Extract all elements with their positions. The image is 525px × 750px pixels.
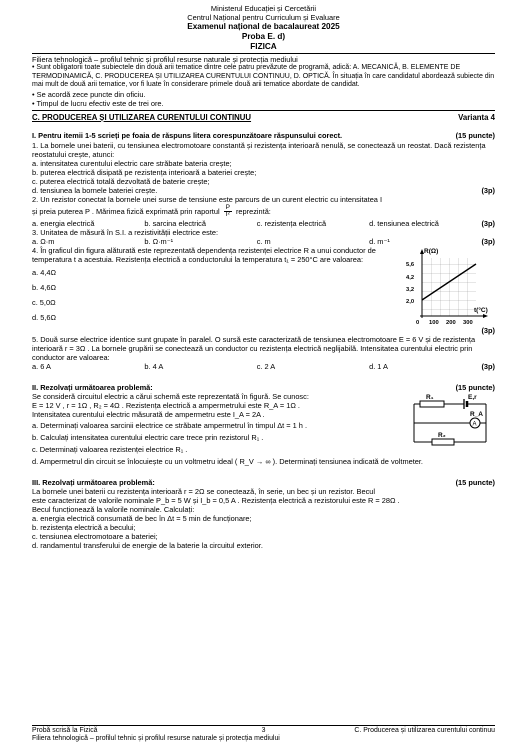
part2-intro-1: Se consideră circuitul electric a cărui schemă este reprezentată în figură. Se cunosc: [32, 391, 309, 401]
q2-frac-num: P [225, 203, 230, 211]
q1-points: (3p) [481, 186, 495, 196]
circuit-diagram [410, 392, 490, 450]
q4-option-d: d. 5,6Ω [32, 312, 57, 322]
footer-right: C. Producerea și utilizarea curentului continuu [354, 727, 495, 734]
graph-ytick-1: 5,6 [406, 261, 415, 268]
instruction-bullet-2: • Se acordă zece puncte din oficiu. [32, 90, 495, 99]
exam-subject: FIZICA [250, 42, 277, 52]
q3-option-c: c. m [256, 236, 271, 246]
q4-text: 4. În graficul din figura alăturată este reprezentată dependența rezistenței electrice R a unui conductor de temperatura t a acestuia. Rezistența electrică a conductorului la temperatura t₁ = 250°C are valoarea: [32, 245, 376, 264]
q3-option-d: d. m⁻¹ [369, 236, 390, 246]
graph-grid [422, 258, 476, 316]
part2-heading: II. Rezolvați următoarea problemă: [32, 382, 153, 392]
part3-item-a: a. energia electrică consumată de bec în Δt = 5 min de funcționare; [32, 514, 252, 524]
q1-option-a: a. intensitatea curentului electric care străbate bateria crește; [32, 159, 232, 169]
graph-x-label: t(°C) [474, 306, 488, 314]
r2-resistor [432, 439, 454, 445]
q5-text: 5. Două surse electrice identice sunt grupate în paralel. O sursă este caracterizată de tensiunea electromotoare E = 6 V și de rezistența interioară r = 3Ω . La bornele grupării se conectează un conductor cu rezistența electrică neglijabilă. Intensitatea curentului electric prin conductor are valoarea: [32, 334, 476, 362]
part3-heading: III. Rezolvați următoarea problemă: [32, 478, 155, 487]
ammeter-letter: A [472, 421, 477, 428]
part3-intro-1: La bornele unei baterii cu rezistența interioară r = 2Ω se conectează, în serie, un bec și un rezistor. Becul [32, 487, 376, 497]
part3-item-b: b. rezistența electrică a becului; [32, 523, 136, 533]
footer-left: Probă scrisă la Fizică [32, 727, 98, 734]
page-footer [32, 724, 495, 744]
q3-option-a: a. Ω·m [32, 236, 55, 246]
footer-filiera: Filiera tehnologică – profilul tehnic și profilul resurse naturale și protecția mediului [32, 735, 280, 743]
graph-ytick-3: 3,2 [406, 286, 415, 293]
instruction-bullet-1: • Sunt obligatorii toate subiectele din două arii tematice dintre cele patru prevăzute de programă, adică: A. MECANICĂ, B. ELEMENTE DE TERMODINAMICĂ, C. PRODUCEREA ȘI UTILIZAREA CURENTULUI CONTINUU, D. OPTICĂ. În situația în care candidatul abordează subiecte din mai mult de două arii tematice, vor fi luate în considerare primele două arii tematice abordate de candidat. [32, 64, 495, 90]
q5-option-a: a. 6 A [32, 361, 51, 371]
q2-option-c: c. rezistența electrică [256, 218, 327, 228]
part2-item-d: d. Ampermetrul din circuit se înlocuiește cu un voltmetru ideal ( R_V → ∞ ). Determinați tensiunea indicată de voltmeter. [32, 456, 423, 466]
part2-points: (15 puncte) [455, 382, 495, 392]
graph-ytick-2: 4,2 [406, 274, 415, 281]
filiera-line: Filiera tehnologică – profilul tehnic și profilul resurse naturale și protecția mediului [32, 55, 298, 65]
ministry-name: Ministerul Educației și Cercetării [210, 4, 317, 13]
circuit-label-r1: R₁ [426, 393, 434, 401]
graph-xtick-2: 200 [446, 319, 456, 326]
q2-frac-den: I² [225, 211, 230, 218]
part2-item-c: c. Determinați valoarea rezistenței electrice R₁ . [32, 444, 188, 454]
q2-option-b: b. sarcina electrică [144, 218, 206, 228]
q4-option-b: b. 4,6Ω [32, 282, 57, 292]
q3-text: 3. Unitatea de măsură în S.I. a rezistivității electrice este: [32, 227, 219, 237]
part2-item-b: b. Calculați intensitatea curentului electric care trece prin rezistorul R₁ . [32, 432, 264, 442]
part2-item-a: a. Determinați valoarea sarcinii electrice ce străbate ampermetrul în timpul Δt = 1 h . [32, 420, 308, 430]
q4-option-a: a. 4,4Ω [32, 267, 57, 277]
exam-page [32, 4, 495, 550]
part3-intro-3: Becul funcționează la valorile nominale. Calculați: [32, 505, 195, 515]
graph-xtick-0: 0 [416, 319, 420, 326]
q2-option-d: d. tensiunea electrică [369, 218, 439, 228]
instruction-bullet-3: • Timpul de lucru efectiv este de trei ore. [32, 99, 495, 108]
section-title: C. PRODUCEREA ȘI UTILIZAREA CURENTULUI CONTINUU [32, 112, 252, 122]
circuit-label-r2: R₂ [438, 431, 446, 439]
exam-title: Examenul național de bacalaureat 2025 [187, 22, 340, 32]
resistance-temperature-graph [404, 246, 492, 326]
q3-option-b: b. Ω·m⁻¹ [144, 236, 174, 246]
part3-points: (15 puncte) [455, 478, 495, 487]
graph-ytick-4: 2,0 [406, 298, 415, 305]
q2-text-1: 2. Un rezistor conectat la bornele unei surse de tensiune este parcurs de un curent electric cu intensitatea I [32, 195, 383, 205]
part2-intro-2: E = 12 V , r = 1Ω , R₂ = 4Ω . Rezistența electrică a ampermetrului este R_A = 1Ω . [32, 400, 300, 410]
graph-xtick-3: 300 [463, 319, 473, 326]
q5-option-b: b. 4 A [144, 361, 164, 371]
q1-option-d: d. tensiunea la bornele bateriei crește. [32, 186, 158, 196]
part1-points: (15 puncte) [455, 131, 495, 141]
q2-text-2: și preia puterea P . Mărimea fizică exprimată prin raportul [32, 206, 220, 216]
circuit-label-er: E,r [468, 393, 477, 401]
q2-option-a: a. energia electrică [32, 218, 95, 228]
r1-resistor [420, 401, 444, 407]
q1-option-b: b. puterea electrică disipată pe rezistența interioară a bateriei crește; [32, 168, 257, 178]
part2-intro-3: Intensitatea curentului electric măsurată de ampermetru este I_A = 2A . [32, 409, 265, 419]
q4-option-c: c. 5,0Ω [32, 297, 56, 307]
variant-label: Varianta 4 [458, 112, 495, 122]
circuit-label-ra: R_A [470, 410, 484, 418]
q5-option-c: c. 2 A [256, 361, 276, 371]
part3-item-c: c. tensiunea electromotoare a bateriei; [32, 532, 158, 542]
center-name: Centrul Național pentru Curriculum și Evaluare [187, 13, 340, 23]
q1-text: 1. La bornele unei baterii, cu tensiunea electromotoare constantă și rezistența interioară nenulă, se conectează un reostat. Dacă rezistența reostatului crește, atunci: [32, 141, 486, 160]
part3-item-d: d. randamentul transferului de energie de la baterie la circuitul exterior. [32, 541, 263, 551]
part3-intro-2: este caracterizat de valorile nominale P_b = 5 W și I_b = 0,5 A . Rezistența electrică a rezistorului este R = 28Ω . [32, 496, 400, 506]
x-axis-arrow [483, 314, 488, 318]
exam-proba: Proba E. d) [241, 32, 286, 42]
q1-option-c: c. puterea electrică totală dezvoltată de baterie crește; [32, 177, 210, 187]
part1-heading: I. Pentru itemii 1-5 scrieți pe foaia de răspuns litera corespunzătoare răspunsului corect. [32, 131, 343, 141]
graph-y-label: R(Ω) [424, 247, 439, 255]
q5-points: (3p) [481, 361, 495, 371]
q3-points: (3p) [481, 236, 495, 246]
footer-page-number: 3 [261, 727, 266, 734]
graph-xtick-1: 100 [429, 319, 439, 326]
q5-option-d: d. 1 A [369, 361, 388, 371]
q2-points: (3p) [481, 218, 495, 228]
q2-text-3: reprezintă: [235, 206, 271, 216]
q4-points: (3p) [481, 325, 495, 335]
